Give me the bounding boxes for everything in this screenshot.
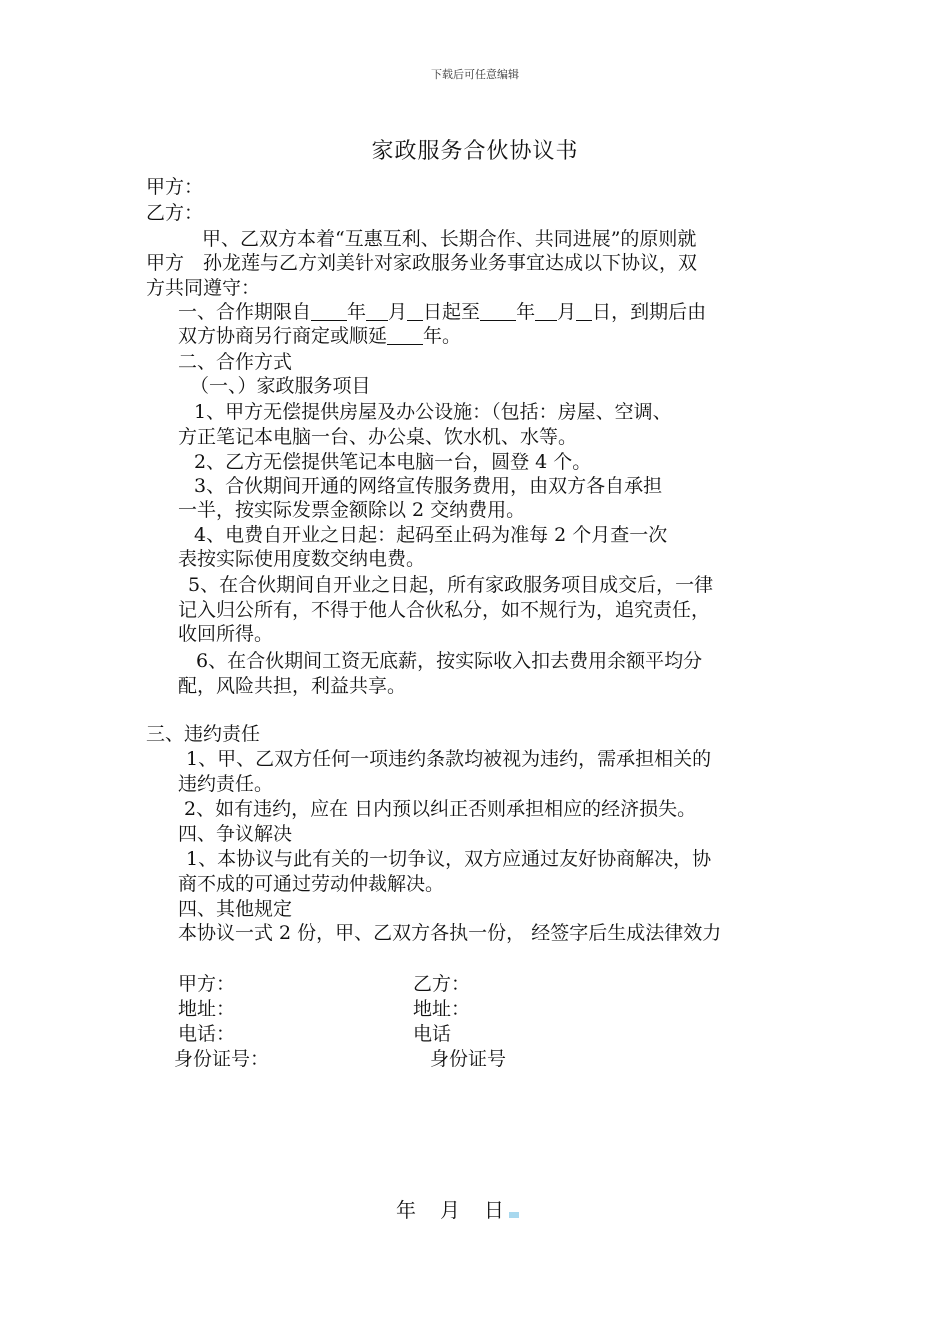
intro-line-3: 方共同遵守： (146, 277, 261, 299)
item-4-line-2: 表按实际使用度数交纳电费。 (178, 548, 426, 570)
item-5-line-3: 收回所得。 (178, 623, 274, 645)
blank-line (407, 302, 423, 321)
sig-a-party: 甲方： (178, 973, 236, 995)
intro-line-2: 甲方 孙龙莲与乙方刘美针对家政服务业务事宜达成以下协议，双 (146, 252, 698, 274)
item-3-line-1: 3、合伙期间开通的网络宣传服务费用，由双方各自承担 (194, 475, 663, 497)
term-text: 月 (388, 301, 408, 323)
item-1-line-2: 方正笔记本电脑一台、办公桌、饮水机、水等。 (178, 426, 578, 448)
sec4-item-1-line-2: 商不成的可通过劳动仲裁解决。 (178, 873, 445, 895)
highlight-mark (509, 1212, 519, 1218)
intro-line-1: 甲、乙双方本着“互惠互利、长期合作、共同进展”的原则就 (202, 228, 697, 250)
item-6-line-2: 配，风险共担，利益共享。 (178, 675, 407, 697)
sec3-item-1-line-2: 违约责任。 (178, 773, 274, 795)
section-2-heading: 二、合作方式 (178, 351, 293, 373)
sig-a-address: 地址： (178, 998, 236, 1020)
sig-a-id: 身份证号： (174, 1048, 270, 1070)
section-4-heading: 四、争议解决 (178, 823, 293, 845)
item-6-line-1: 6、在合伙期间工资无底薪，按实际收入扣去费用余额平均分 (196, 650, 703, 672)
section-3-heading: 三、违约责任 (146, 723, 261, 745)
term-text: 月 (557, 301, 577, 323)
document-title: 家政服务合伙协议书 (371, 139, 579, 164)
item-1-line-1: 1、甲方无偿提供房屋及办公设施：（包括：房屋、空调、 (194, 401, 672, 423)
item-3-line-2: 一半，按实际发票金额除以 2 交纳费用。 (178, 499, 526, 521)
date-text: 年 月 日 (396, 1198, 506, 1222)
sig-a-phone: 电话： (178, 1023, 236, 1045)
term-line-2 (178, 324, 461, 349)
blank-line (576, 302, 592, 321)
header-note: 下载后可任意编辑 (431, 68, 519, 81)
section-5-text: 本协议一式 2 份，甲、乙双方各执一份， 经签字后生成法律效力 (178, 922, 722, 944)
item-4-line-1: 4、电费自开业之日起：起码至止码为准每 2 个月查一次 (194, 524, 668, 546)
blank-line (311, 302, 347, 321)
sig-b-party: 乙方： (413, 973, 471, 995)
item-5-line-2: 记入归公所有，不得于他人合伙私分，如不规行为，追究责任， (178, 599, 711, 621)
term-text: 年 (347, 301, 367, 323)
sig-b-phone: 电话 (413, 1023, 452, 1045)
blank-line (387, 326, 423, 345)
sig-b-id: 身份证号 (430, 1048, 507, 1070)
sec3-item-1-line-1: 1、甲、乙双方任何一项违约条款均被视为违约，需承担相关的 (186, 748, 712, 770)
item-5-line-1: 5、在合伙期间自开业之日起，所有家政服务项目成交后，一律 (188, 574, 714, 596)
blank-line (366, 302, 388, 321)
sec3-item-2-line-1: 2、如有违约，应在 日内预以纠正否则承担相应的经济损失。 (184, 798, 697, 820)
term-line-1 (178, 300, 706, 325)
party-b-label: 乙方： (146, 202, 204, 224)
term-text: 一、合作期限自 (178, 301, 312, 323)
term-text: 年。 (423, 325, 462, 347)
term-text: 日，到期后由 (592, 301, 707, 323)
date-line (396, 1194, 519, 1223)
section-2-subheading: （一、）家政服务项目 (190, 375, 371, 397)
sec4-item-1-line-1: 1、本协议与此有关的一切争议，双方应通过友好协商解决，协 (186, 848, 712, 870)
item-2-line-1: 2、乙方无偿提供笔记本电脑一台，圆登 4 个。 (194, 451, 592, 473)
blank-line (480, 302, 516, 321)
term-text: 日起至 (423, 301, 481, 323)
blank-line (535, 302, 557, 321)
term-text: 双方协商另行商定或顺延 (178, 325, 388, 347)
party-a-label: 甲方： (146, 176, 204, 198)
sig-b-address: 地址： (413, 998, 471, 1020)
section-5-heading: 四、其他规定 (178, 898, 293, 920)
term-text: 年 (516, 301, 536, 323)
